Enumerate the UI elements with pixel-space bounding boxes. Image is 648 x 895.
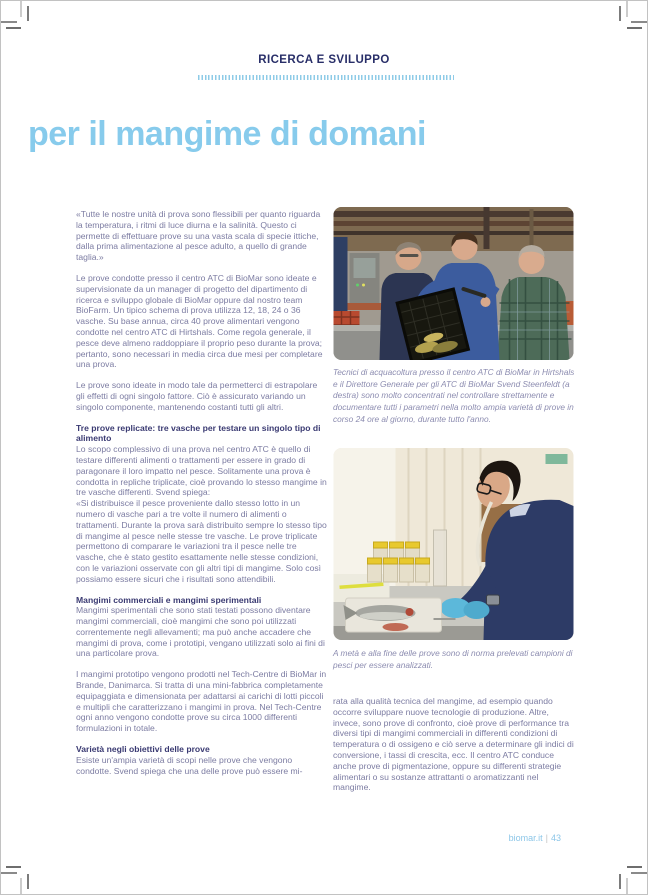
body-paragraph: Le prove sono ideate in modo tale da permetterci di estrapolare gli effetti di ogni singolo fattore. Ciò è assicurato variando un singolo componente, mantenendo costanti tutti gli altri. (76, 380, 318, 412)
crop-mark-bottom-left (1, 854, 41, 894)
body-paragraph: Lo scopo complessivo di una prova nel centro ATC è quello di testare differenti alimenti o trattamenti per essere in grado di paragonare il loro impatto nel pesce. Solitamente una prova è condotta in repliche triplicate, cioè provando lo stesso mangime in tre vasche differenti. Svend spiega: (76, 444, 327, 498)
body-paragraph: Esiste un'ampia varietà di scopi nelle prove che vengono condotte. Svend spiega che una delle prove può essere mi- (76, 754, 303, 776)
footer-separator: | (545, 833, 548, 843)
section-heading-commercial: Mangimi commerciali e mangimi sperimentali (76, 594, 262, 605)
section-kicker: RICERCA E SVILUPPO (258, 54, 390, 66)
body-paragraph: Mangimi sperimentali che sono stati testati possono diventare mangimi commerciali, cioè mangimi che sono poi utilizzati correntemente negli allevamenti; ma può anche accadere che mangimi di prova, come i prototipi, vengano utilizzati solo ai fini di una particolare prova. (76, 605, 325, 659)
crop-mark-bottom-right (607, 854, 647, 894)
section-heading-variety: Varietà negli obiettivi delle prove (76, 744, 210, 755)
photo-caption: A metà e alla fine delle prove sono di norma prelevati campioni di pesci per essere analizzati. (333, 648, 573, 670)
page-title: per il mangime di domani (28, 115, 426, 153)
left-text-column (76, 209, 327, 786)
section-heading-replicate: Tre prove replicate: tre vasche per testare un singolo tipo di alimento (76, 422, 321, 444)
continuation-paragraph: rata alla qualità tecnica del mangime, ad esempio quando occorre sviluppare nuove tecnologie di produzione. Altre, invece, sono prove di confronto, cioè prove di performance tra diversi tipi di mangimi commerciali in differenti condizioni di temperatura o di ossigeno e ciò serve a determinare gli indici di conversione, i tassi di crescita, ecc. Il centro ATC conduce anche prove di pigmentazione, oppure su differenti strategie alimentari o su sostanze attrattanti o aromatizzanti nel mangime. (333, 696, 574, 793)
quote-paragraph: «Si distribuisce il pesce proveniente dallo stesso lotto in un numero di vasche pari a tre volte il numero di alimenti o trattamenti. Durante la prova sarà distribuito sempre lo stesso tipo di mangime al pesce nelle stesse tre vasche. Le prove triplicate permettono di comparare le variazioni tra il pesce nelle tre vasche, che è stato gestito esattamente nelle stesse condizioni, con le variazioni osservate con gli altri tipi di mangime. Solo così possiamo essere sicuri che i risultati sono attendibili. (76, 498, 327, 584)
body-paragraph: Le prove condotte presso il centro ATC di BioMar sono ideate e supervisionate da un manager di progetto del dipartimento di ricerca e sviluppo globale di BioMar oppure dal nostro team BioFarm. Un tipico schema di prova utilizza 12, 18, 24 o 36 vasche. Su base annua, circa 40 prove alimentari vengono condotte nel centro ATC di Hirtshals. Come regola generale, il pesce deve almeno raddoppiare il proprio peso durante la prova; pertanto, sono necessari in media circa due mesi per completare una prova. (76, 272, 323, 370)
quote-paragraph: «Tutte le nostre unità di prova sono flessibili per quanto riguarda la temperatura, i ritmi di luce diurna e la salinità. Questo ci permette di effettuare prove su una vasta scala di specie ittiche, dalla prima alimentazione al pesce adulto, a quello di grande taglia.» (76, 209, 321, 263)
body-paragraph: I mangimi prototipo vengono prodotti nel Tech-Centre di BioMar in Brande, Danimarca. Si tratta di una mini-fabbrica completamente equipaggiata e dimensionata per adattarsi ai carichi di lotti piccoli e multipli che caratterizzano i mangimi in prova. Nel Tech-Centre ogni anno vengono condotte prove su circa 1000 differenti formulazioni in totale. (76, 669, 327, 734)
crop-mark-top-right (607, 1, 647, 41)
page-footer (509, 833, 561, 843)
dotted-rule (198, 75, 454, 80)
photo-aquaculture-technicians (333, 207, 574, 360)
footer-site: biomar.it (508, 833, 543, 843)
photo-caption: Tecnici di acquacoltura presso il centro ATC di BioMar in Hirtshals e il Direttore Generale per gli ATC di BioMar Svend Steenfeldt (a destra) sono molto concentrati nel controllare strettamente e documentare tutti i parametri nella molto ampia varietà di prove in corso 24 ore al giorno, durante tutto l'anno. (333, 367, 575, 424)
photo-fish-sampling (333, 448, 574, 640)
footer-page-number: 43 (550, 833, 561, 843)
crop-mark-top-left (1, 1, 41, 41)
